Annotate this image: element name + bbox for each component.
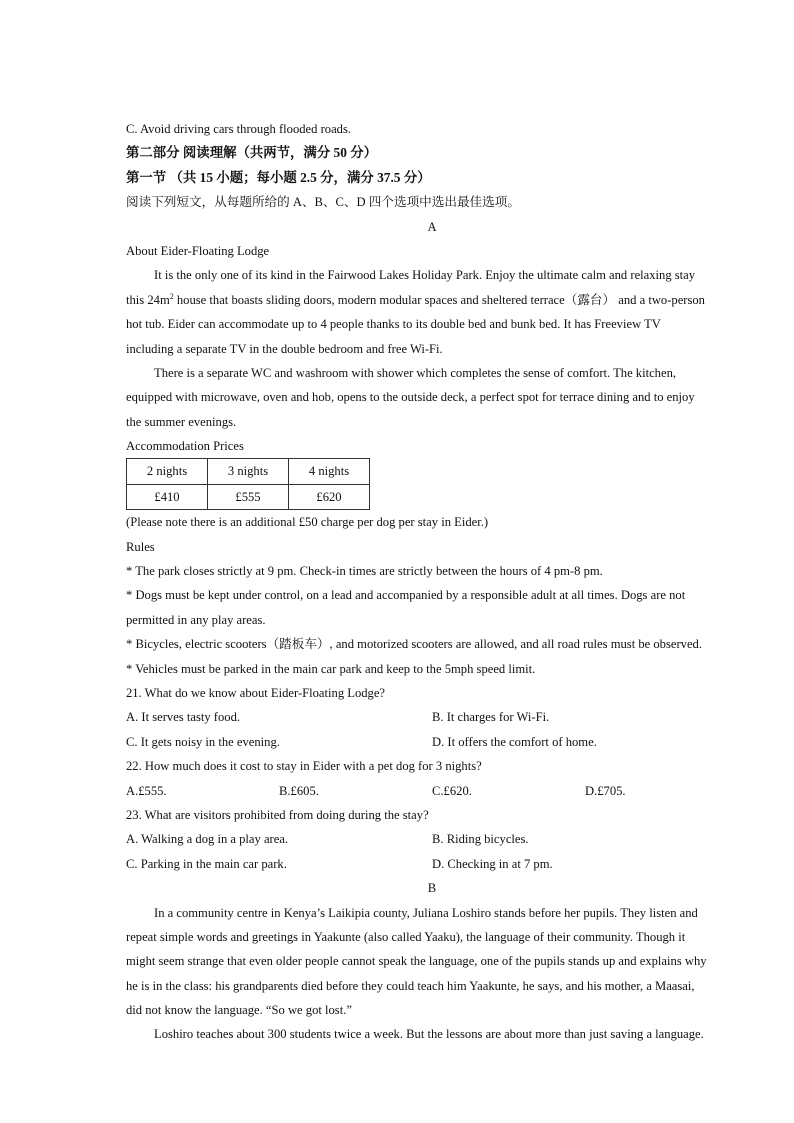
text-line: repeat simple words and greetings in Yaakunte (also called Yaaku), the language of their community. Though it (126, 929, 686, 944)
text-line: did not know the language. “So we got lost.” (126, 1003, 352, 1018)
passage-b-paragraph-1 (126, 901, 738, 1023)
text-line: Loshiro teaches about 300 students twice a week. But the lessons are about more than just saving a language. (154, 1027, 704, 1042)
passage-b-paragraph-2 (126, 1022, 738, 1046)
option-a: A. Walking a dog in a play area. (126, 832, 289, 847)
table-header-cell: 4 nights (289, 459, 370, 484)
text-line: It is the only one of its kind in the Fairwood Lakes Holiday Park. Enjoy the ultimate calm and relaxing stay (154, 268, 696, 283)
rules-list (126, 559, 738, 681)
option-d: D. Checking in at 7 pm. (432, 856, 553, 871)
question-21 (126, 681, 738, 754)
previous-option: C. Avoid driving cars through flooded roads. (126, 122, 352, 136)
table-header-cell: 2 nights (127, 459, 208, 484)
rule-item: * Bicycles, electric scooters（踏板车）, and motorized scooters are allowed, and all road rules must be observed. (126, 637, 702, 652)
text-line: the summer evenings. (126, 414, 237, 429)
passage-b-label: B (427, 881, 437, 896)
prices-label: Accommodation Prices (126, 439, 244, 454)
table-cell: £620 (289, 484, 370, 509)
table-cell: £410 (127, 484, 208, 509)
option-c: C.£620. (432, 783, 472, 798)
rule-item: permitted in any play areas. (126, 612, 266, 627)
text-line: including a separate TV in the double bedroom and free Wi-Fi. (126, 341, 443, 356)
text-line: In a community centre in Kenya’s Laikipia county, Juliana Loshiro stands before her pupils. They listen and (154, 905, 698, 920)
option-d: D. It offers the comfort of home. (432, 734, 597, 749)
options-row (126, 730, 738, 754)
text-line: he is in the class: his grandparents died before they could teach him Yaakunte, he says, and his mother, a Maasai, (126, 978, 695, 993)
text-line: hot tub. Eider can accommodate up to 4 people thanks to its double bed and bunk bed. It has Freeview TV (126, 317, 661, 332)
section-one-heading: 第一节 （共 15 小题；每小题 2.5 分，满分 37.5 分） (126, 169, 431, 185)
rules-label: Rules (126, 539, 155, 554)
question-stem: 22. How much does it cost to stay in Eider with a pet dog for 3 nights? (126, 759, 482, 774)
text-line (126, 288, 738, 312)
exam-page (126, 117, 738, 1047)
part-two-heading: 第二部分 阅读理解（共两节，满分 50 分） (126, 145, 378, 161)
passage-a-paragraph-2 (126, 361, 738, 434)
options-row (126, 779, 738, 803)
table-cell: £555 (208, 484, 289, 509)
option-d: D.£705. (585, 783, 626, 798)
text-fragment: this 24m (126, 292, 170, 307)
table-row (127, 459, 370, 484)
passage-a-label: A (427, 219, 437, 234)
table-row (127, 484, 370, 509)
rule-item: * Dogs must be kept under control, on a lead and accompanied by a responsible adult at all times. Dogs are not (126, 588, 686, 603)
text-line: equipped with microwave, oven and hob, opens to the outside deck, a perfect spot for terrace dining and to enjoy (126, 390, 695, 405)
option-b: B. Riding bicycles. (432, 832, 529, 847)
question-22 (126, 754, 738, 803)
option-c: C. It gets noisy in the evening. (126, 734, 280, 749)
option-c: C. Parking in the main car park. (126, 856, 287, 871)
options-row (126, 827, 738, 851)
question-23 (126, 803, 738, 876)
superscript: 2 (169, 291, 174, 301)
options-row (126, 705, 738, 729)
rule-item: * The park closes strictly at 9 pm. Check-in times are strictly between the hours of 4 pm-8 pm. (126, 564, 603, 579)
option-b: B. It charges for Wi-Fi. (432, 710, 550, 725)
option-b: B.£605. (279, 783, 319, 798)
passage-a-title: About Eider-Floating Lodge (126, 243, 270, 258)
dog-note: (Please note there is an additional £50 charge per dog per stay in Eider.) (126, 515, 489, 530)
prices-table (126, 458, 370, 510)
question-stem: 23. What are visitors prohibited from doing during the stay? (126, 807, 429, 822)
table-header-cell: 3 nights (208, 459, 289, 484)
option-a: A. It serves tasty food. (126, 710, 241, 725)
text-line: There is a separate WC and washroom with shower which completes the sense of comfort. The kitchen, (154, 365, 677, 380)
text-line: might seem strange that even older people cannot speak the language, one of the pupils stands up and explains why (126, 954, 707, 969)
option-a: A.£555. (126, 783, 167, 798)
question-stem: 21. What do we know about Eider-Floating Lodge? (126, 686, 386, 701)
text-fragment: house that boasts sliding doors, modern modular spaces and sheltered terrace（露台） and a two-person (173, 292, 705, 307)
rule-item: * Vehicles must be parked in the main car park and keep to the 5mph speed limit. (126, 661, 536, 676)
passage-a-paragraph-1 (126, 263, 738, 361)
instructions: 阅读下列短文，从每题所给的 A、B、C、D 四个选项中选出最佳选项。 (126, 195, 520, 210)
options-row (126, 852, 738, 876)
